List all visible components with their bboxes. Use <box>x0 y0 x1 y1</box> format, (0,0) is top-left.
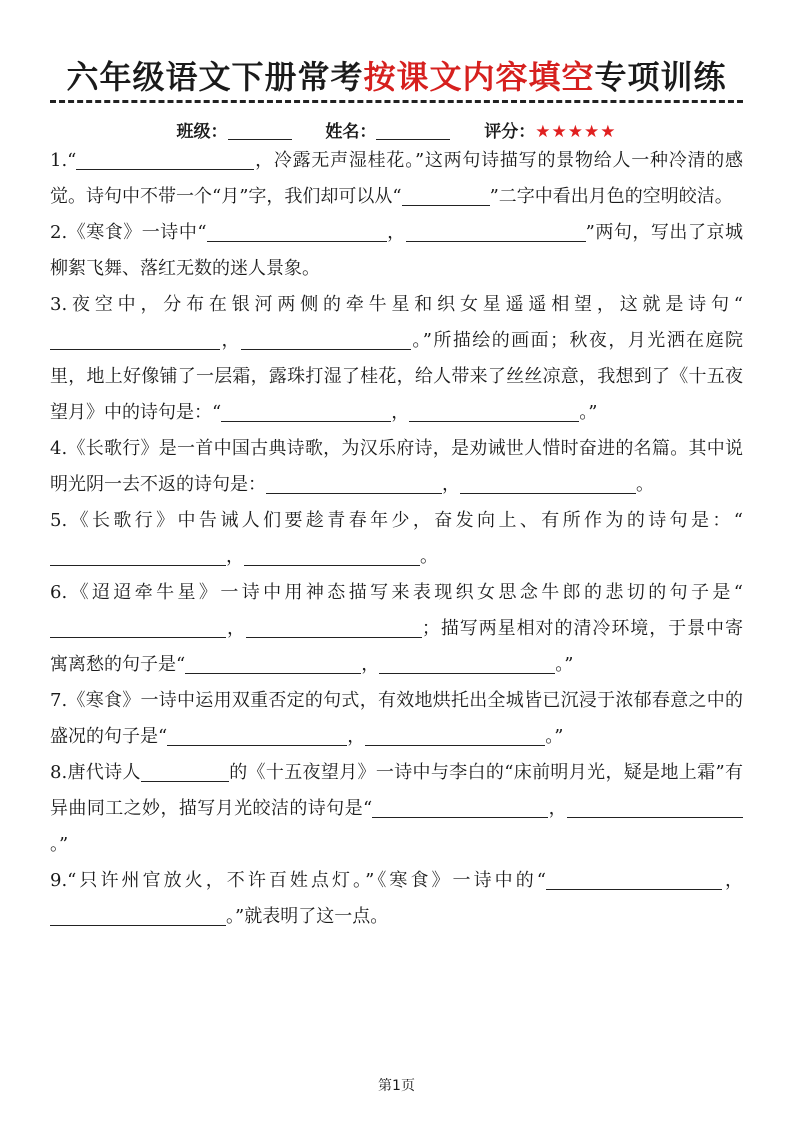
q1-blank-2[interactable] <box>402 185 490 206</box>
question-4 <box>50 431 743 503</box>
q2-text-a: 2.《寒食》一诗中“ <box>50 222 207 243</box>
q1-blank-1[interactable] <box>76 149 254 170</box>
q2-text-c: ”两句，写出了京城柳絮飞舞、落红无数的迷人景象。 <box>50 222 743 279</box>
q8-blank-2[interactable] <box>567 797 743 818</box>
q4-text-a: 4.《长歌行》是一首中国古典诗歌，为汉乐府诗，是劝诫世人惜时奋进的名篇。其中说明光阴一去不返的诗句是： <box>50 438 743 495</box>
q8-text-a: 8.唐代诗人 <box>50 762 141 783</box>
q1-text-c: ”二字中看出月色的空明皎洁。 <box>489 186 733 207</box>
q1-text-a: 1.“ <box>50 150 77 171</box>
score-label: 评分： <box>484 122 536 142</box>
question-3 <box>50 287 743 431</box>
title-part-1: 六年级语文下册常考 <box>66 58 364 96</box>
q8-blank-poet[interactable] <box>141 761 229 782</box>
q3-text-c: 。”所描绘的画面；秋夜，月光洒在庭院里，地上好像铺了一层霜，露珠打湿了桂花，给人带来了丝丝凉意，我想到了《十五夜望月》中的诗句是：“ <box>50 330 744 423</box>
q5-blank-1[interactable] <box>50 545 226 566</box>
q3-text-a: 3.夜空中，分布在银河两侧的牵牛星和织女星遥遥相望，这就是诗句“ <box>50 294 743 315</box>
q9-blank-1[interactable] <box>546 869 722 890</box>
q5-blank-2[interactable] <box>244 545 420 566</box>
class-blank[interactable] <box>228 121 292 140</box>
q4-blank-2[interactable] <box>460 473 636 494</box>
question-6 <box>50 575 743 683</box>
q8-text-d: 。” <box>50 834 69 855</box>
question-5 <box>50 503 743 575</box>
question-7 <box>50 683 743 755</box>
q6-blank-2[interactable] <box>246 617 422 638</box>
title-divider <box>50 100 743 103</box>
q9-text-a: 9.“只许州官放火，不许百姓点灯。”《寒食》一诗中的“ <box>50 870 546 891</box>
class-label: 班级： <box>176 122 228 142</box>
q4-text-c: 。 <box>636 474 654 495</box>
q2-text-b: ， <box>386 222 406 243</box>
q7-text-a: 7.《寒食》一诗中运用双重否定的句式，有效地烘托出全城皆已沉浸于浓郁春意之中的盛况的句子是“ <box>50 690 743 747</box>
q5-text-b: ， <box>226 546 244 567</box>
name-label: 姓名： <box>325 122 377 142</box>
q8-text-b: 的《十五夜望月》一诗中与李白的“床前明月光，疑是地上霜”有异曲同工之妙，描写月光皎洁的诗句是“ <box>50 762 743 819</box>
q3-blank-1[interactable] <box>50 329 220 350</box>
q6-text-e: 。” <box>555 654 574 675</box>
q3-text-d: ， <box>391 402 410 423</box>
q7-text-c: 。” <box>545 726 564 747</box>
q1-text-b: ，冷露无声湿桂花。”这两句诗描写的景物给人一种冷清的感觉。诗句中不带一个“月”字，我们却可以从“ <box>50 150 743 207</box>
page-number: 第1页 <box>378 1078 415 1094</box>
question-2 <box>50 215 743 287</box>
page-title <box>0 52 793 98</box>
q2-blank-1[interactable] <box>207 221 387 242</box>
q6-blank-4[interactable] <box>379 653 555 674</box>
q3-blank-3[interactable] <box>221 401 391 422</box>
q6-text-d: ， <box>361 654 380 675</box>
q5-text-c: 。 <box>420 546 438 567</box>
q9-text-b: ， <box>721 870 744 891</box>
q8-text-c: ， <box>548 798 568 819</box>
q7-text-b: ， <box>347 726 366 747</box>
title-highlight: 按课文内容填空 <box>363 58 595 96</box>
question-9 <box>50 863 743 935</box>
q4-text-b: ， <box>442 474 460 495</box>
q3-text-e: 。” <box>579 402 598 423</box>
q6-blank-1[interactable] <box>50 617 226 638</box>
q9-blank-2[interactable] <box>50 905 226 926</box>
question-1 <box>50 143 743 215</box>
q2-blank-2[interactable] <box>406 221 586 242</box>
name-blank[interactable] <box>376 121 450 140</box>
q3-blank-2[interactable] <box>241 329 411 350</box>
student-info-row <box>0 117 793 142</box>
score-stars: ★★★★★ <box>535 122 617 142</box>
q3-text-b: ， <box>220 330 241 351</box>
q4-blank-1[interactable] <box>266 473 442 494</box>
q6-text-b: ， <box>226 618 246 639</box>
q5-text-a: 5.《长歌行》中告诫人们要趁青春年少，奋发向上、有所作为的诗句是：“ <box>50 510 743 531</box>
question-8 <box>50 755 743 863</box>
q7-blank-2[interactable] <box>365 725 545 746</box>
title-part-2: 专项训练 <box>594 58 727 96</box>
q3-blank-4[interactable] <box>409 401 579 422</box>
q9-text-c: 。”就表明了这一点。 <box>226 906 389 927</box>
q6-blank-3[interactable] <box>185 653 361 674</box>
q7-blank-1[interactable] <box>167 725 347 746</box>
q8-blank-1[interactable] <box>372 797 548 818</box>
q6-text-a: 6.《迢迢牵牛星》一诗中用神态描写来表现织女思念牛郎的悲切的句子是“ <box>50 582 743 603</box>
q6-text-c: ；描写两星相对的清冷环境，于景中寄寓离愁的句子是“ <box>50 618 743 675</box>
question-list <box>50 143 743 935</box>
